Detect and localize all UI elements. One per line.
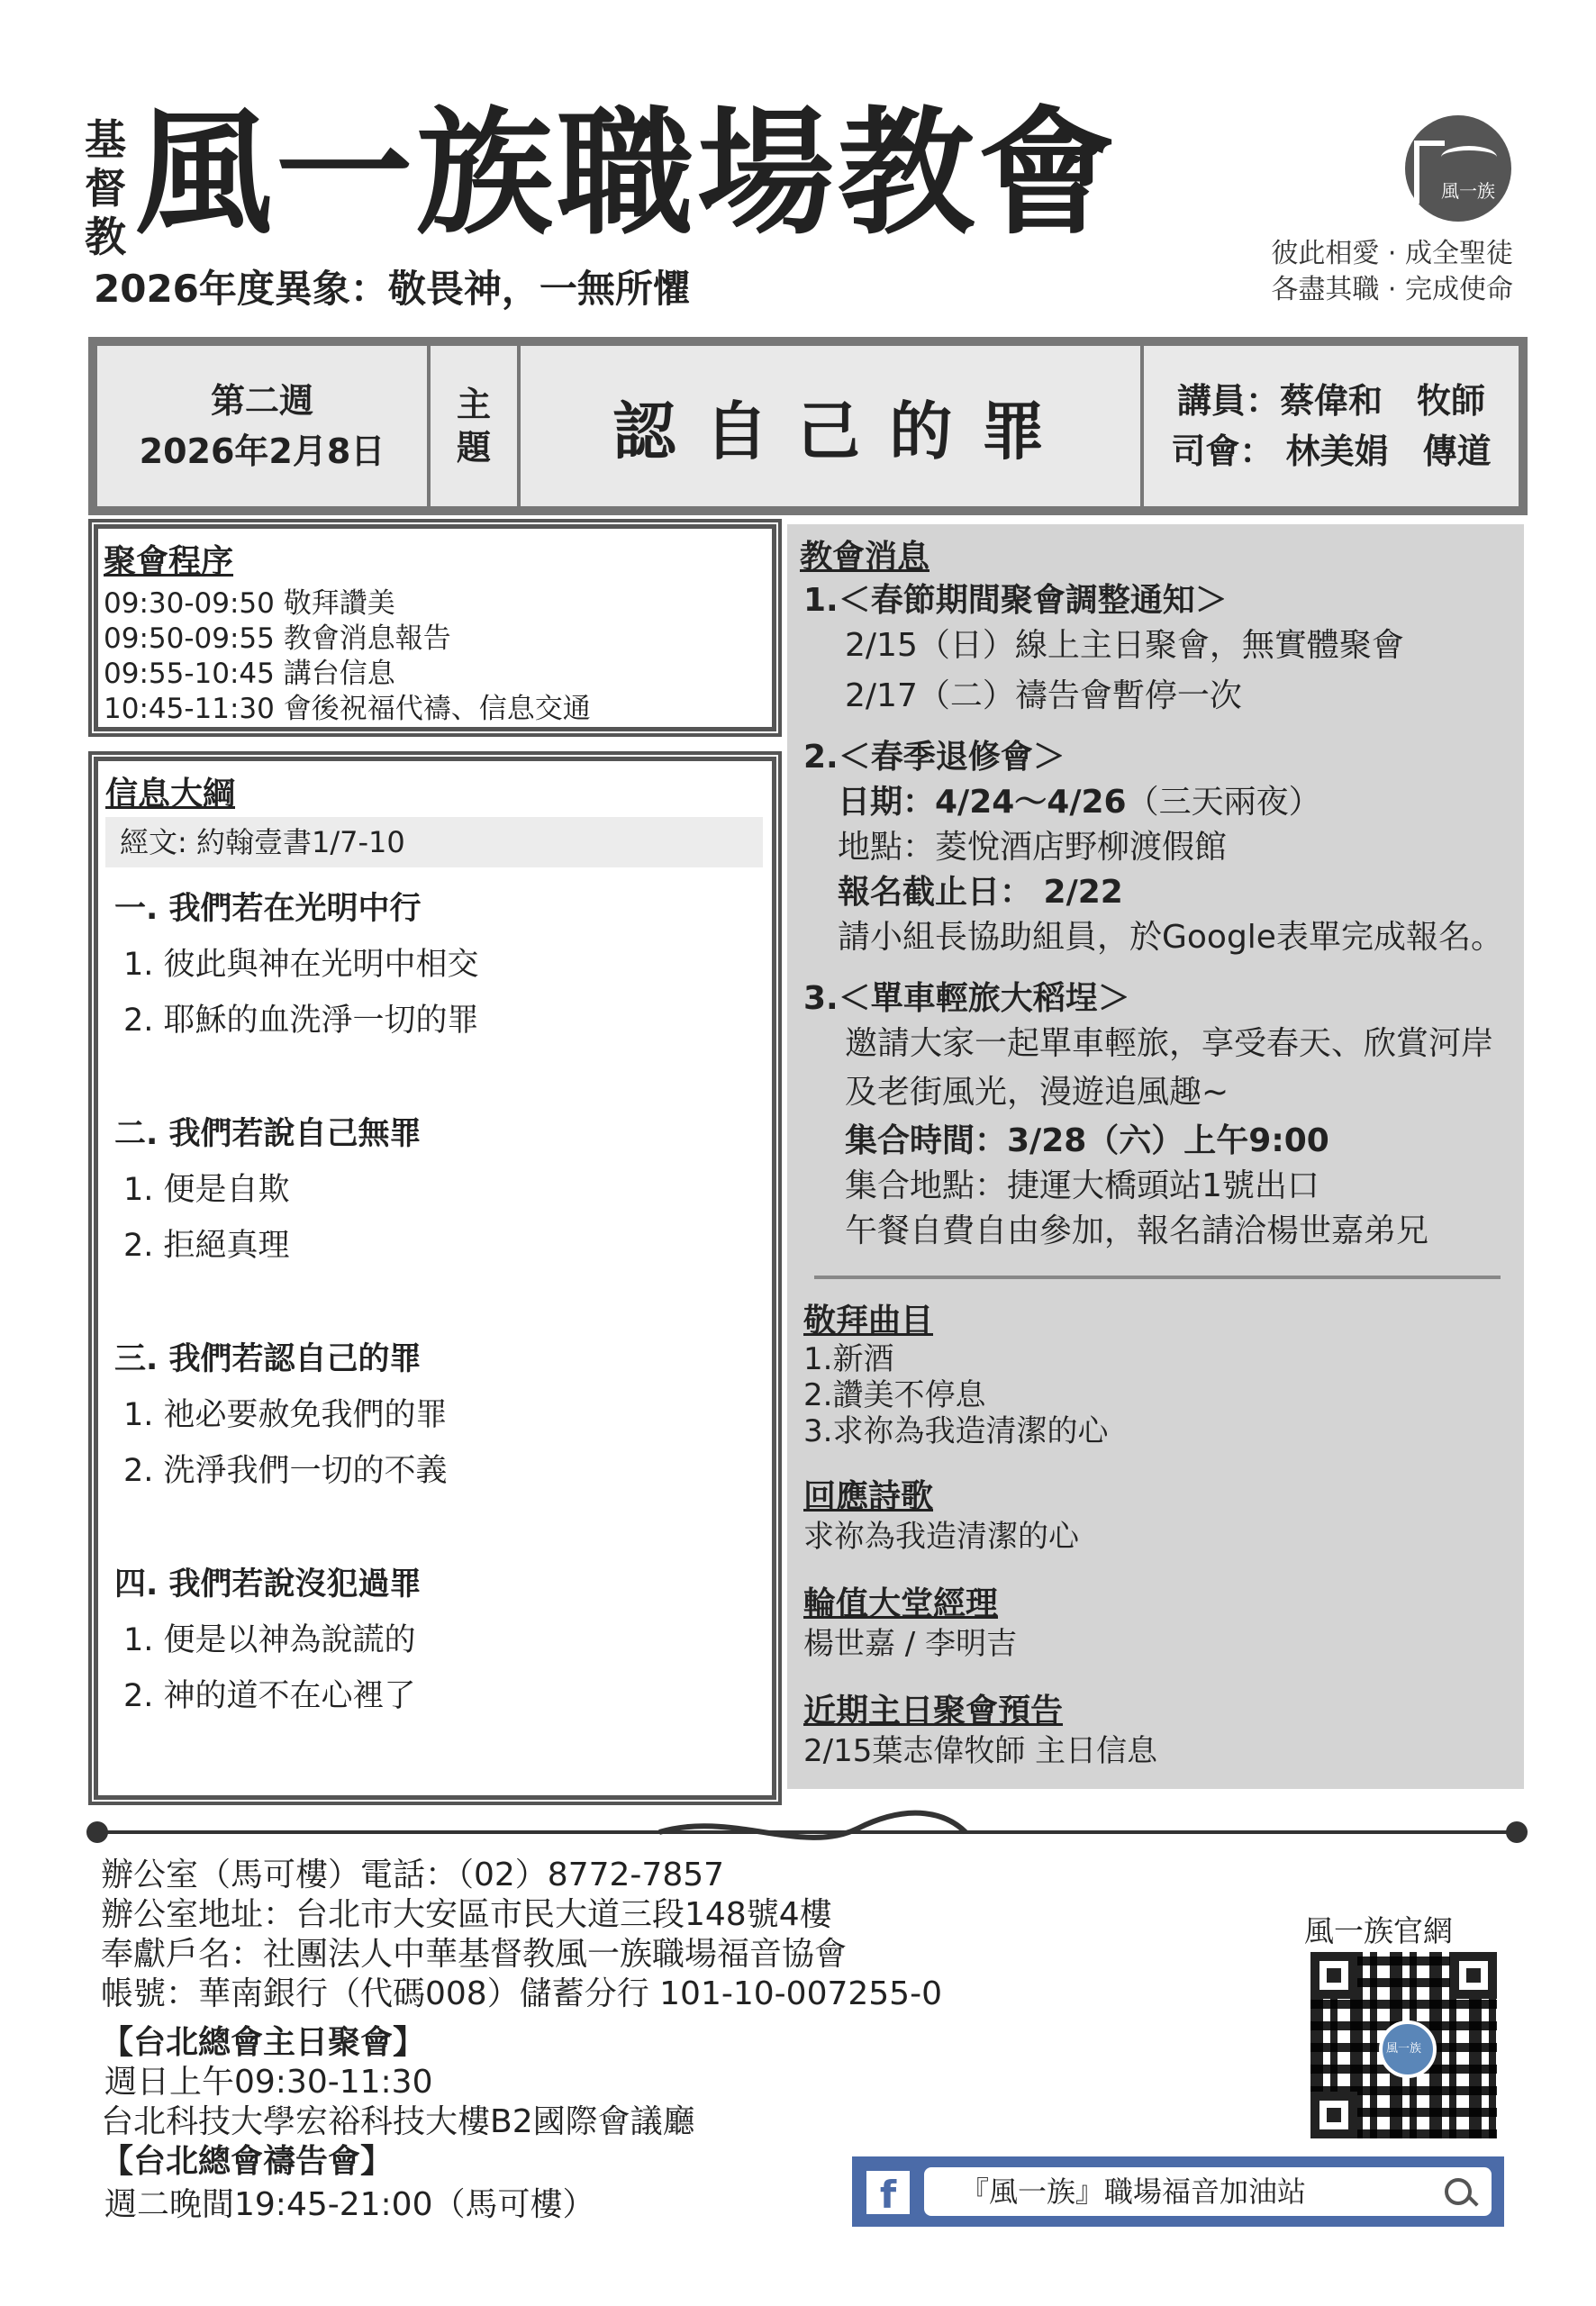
service-date: 2026年2月8日 <box>139 431 385 471</box>
topic-label <box>431 346 517 506</box>
prayer-meeting-time: 週二晚間19:45-21:00（馬可樓） <box>104 2186 595 2223</box>
news-heading: 3.＜單車輕旅大稻埕＞ <box>803 980 1130 1017</box>
managers-title: 輪值大堂經理 <box>803 1585 999 1622</box>
response-song: 求祢為我造清潔的心 <box>803 1519 1079 1555</box>
church-logo <box>1405 115 1511 222</box>
program-item: 09:55-10:45 講台信息 <box>104 658 395 690</box>
motto-line-2: 各盡其職 · 完成使命 <box>1271 274 1513 305</box>
motto <box>1225 236 1513 308</box>
outline-box <box>94 757 776 1800</box>
website-qr-code[interactable] <box>1310 1952 1497 2138</box>
topic-label-text: 主題 <box>456 385 491 468</box>
sunday-service-place: 台北科技大學宏裕科技大樓B2國際會議廳 <box>101 2103 695 2140</box>
sunday-service-title: 【台北總會主日聚會】 <box>101 2024 426 2061</box>
annual-vision: 2026年度異象：敬畏神，一無所懼 <box>94 267 691 311</box>
outline-point: 2. 耶穌的血洗淨一切的罪 <box>123 1003 479 1039</box>
program-item: 09:50-09:55 教會消息報告 <box>104 622 451 655</box>
news-heading: 2.＜春季退修會＞ <box>803 739 1066 776</box>
qr-logo: 風一族 <box>1379 2020 1437 2078</box>
bike-line-2: 及老街風光，漫遊追風趣~ <box>845 1074 1229 1111</box>
program-item: 09:30-09:50 敬拜讚美 <box>104 587 395 620</box>
vertical-label: 基督教 <box>85 115 126 261</box>
footer-divider <box>83 1802 1531 1856</box>
upcoming-text: 2/15葉志偉牧師 主日信息 <box>803 1733 1158 1769</box>
worship-song: 2.讚美不停息 <box>803 1377 986 1413</box>
news-heading: 1.＜春節期間聚會調整通知＞ <box>803 582 1228 619</box>
prayer-meeting-title: 【台北總會禱告會】 <box>101 2143 394 2180</box>
outline-point: 1. 祂必要赦免我們的罪 <box>123 1397 448 1433</box>
outline-heading: 四. 我們若說沒犯過罪 <box>114 1566 422 1602</box>
facebook-search-box[interactable] <box>924 2167 1492 2216</box>
worship-song: 1.新酒 <box>803 1341 894 1377</box>
speaker: 講員：蔡偉和 牧師 <box>1176 381 1485 421</box>
outline-point: 1. 便是自欺 <box>123 1172 290 1208</box>
outline-heading: 二. 我們若說自己無罪 <box>114 1116 422 1152</box>
news-divider <box>814 1276 1501 1279</box>
footer-phone: 辦公室（馬可樓）電話：（02）8772-7857 <box>101 1857 725 1893</box>
bike-lunch: 午餐自費自由參加，報名請洽楊世嘉弟兄 <box>845 1212 1429 1249</box>
host: 司會： 林美娟 傳道 <box>1171 431 1492 471</box>
search-icon[interactable] <box>1445 2178 1472 2205</box>
outline-point: 2. 神的道不在心裡了 <box>123 1678 416 1714</box>
week-cell <box>97 346 427 506</box>
news-line: 2/15（日）線上主日聚會，無實體聚會 <box>845 627 1404 664</box>
bike-place: 集合地點：捷運大橋頭站1號出口 <box>845 1167 1319 1204</box>
outline-point: 2. 洗淨我們一切的不義 <box>123 1453 448 1489</box>
managers-names: 楊世嘉 / 李明吉 <box>803 1626 1018 1662</box>
sermon-topic: 認 自 己 的 罪 <box>612 394 1048 468</box>
scripture: 經文: 約翰壹書1/7-10 <box>105 817 763 867</box>
facebook-page-name: 『風一族』職場福音加油站 <box>960 2174 1307 2209</box>
retreat-date: 日期：4/24～4/26 <box>838 784 1127 821</box>
sunday-service-time: 週日上午09:30-11:30 <box>104 2064 433 2101</box>
news-line: 2/17（二）禱告會暫停一次 <box>845 677 1242 714</box>
outline-title: 信息大綱 <box>105 776 236 813</box>
week-label: 第二週 <box>210 381 313 421</box>
retreat-date-note: （三天兩夜） <box>1126 784 1321 821</box>
footer-donation-name: 奉獻戶名：社團法人中華基督教風一族職場福音協會 <box>101 1936 848 1973</box>
worship-title: 敬拜曲目 <box>803 1303 934 1339</box>
qr-label: 風一族官網 <box>1304 1913 1453 1948</box>
bike-line-1: 邀請大家一起單車輕旅，享受春天、欣賞河岸 <box>845 1025 1494 1062</box>
outline-point: 2. 拒絕真理 <box>123 1228 290 1264</box>
news-panel <box>787 524 1524 1789</box>
response-title: 回應詩歌 <box>803 1478 934 1515</box>
program-item: 10:45-11:30 會後祝福代禱、信息交通 <box>104 693 591 725</box>
church-name: 風一族職場教會 <box>135 94 1119 253</box>
footer-address: 辦公室地址：台北市大安區市民大道三段148號4樓 <box>101 1896 832 1933</box>
facebook-search-bar[interactable] <box>852 2156 1504 2227</box>
retreat-note: 請小組長協助組員，於Google表單完成報名。 <box>838 919 1503 956</box>
footer-contact <box>101 1856 942 2225</box>
news-title: 教會消息 <box>800 539 930 576</box>
theme-bar <box>88 337 1528 515</box>
outline-point: 1. 彼此與神在光明中相交 <box>123 947 479 983</box>
program-title: 聚會程序 <box>104 543 234 580</box>
speaker-cell <box>1144 346 1519 506</box>
outline-point: 1. 便是以神為說謊的 <box>123 1622 416 1658</box>
footer-account: 帳號：華南銀行（代碼008）儲蓄分行 101-10-007255-0 <box>101 1975 942 2012</box>
logo-text: 風一族 <box>1441 180 1495 202</box>
motto-line-1: 彼此相愛 · 成全聖徒 <box>1271 238 1513 269</box>
worship-song: 3.求祢為我造清潔的心 <box>803 1413 1109 1449</box>
facebook-icon[interactable]: f <box>866 2171 910 2214</box>
retreat-place: 地點：菱悅酒店野柳渡假館 <box>838 829 1228 866</box>
retreat-deadline: 報名截止日： 2/22 <box>838 874 1123 911</box>
program-box <box>94 524 776 731</box>
outline-heading: 三. 我們若認自己的罪 <box>114 1341 422 1377</box>
bike-time: 集合時間：3/28（六）上午9:00 <box>845 1122 1329 1159</box>
outline-heading: 一. 我們若在光明中行 <box>114 891 422 927</box>
upcoming-title: 近期主日聚會預告 <box>803 1693 1064 1730</box>
